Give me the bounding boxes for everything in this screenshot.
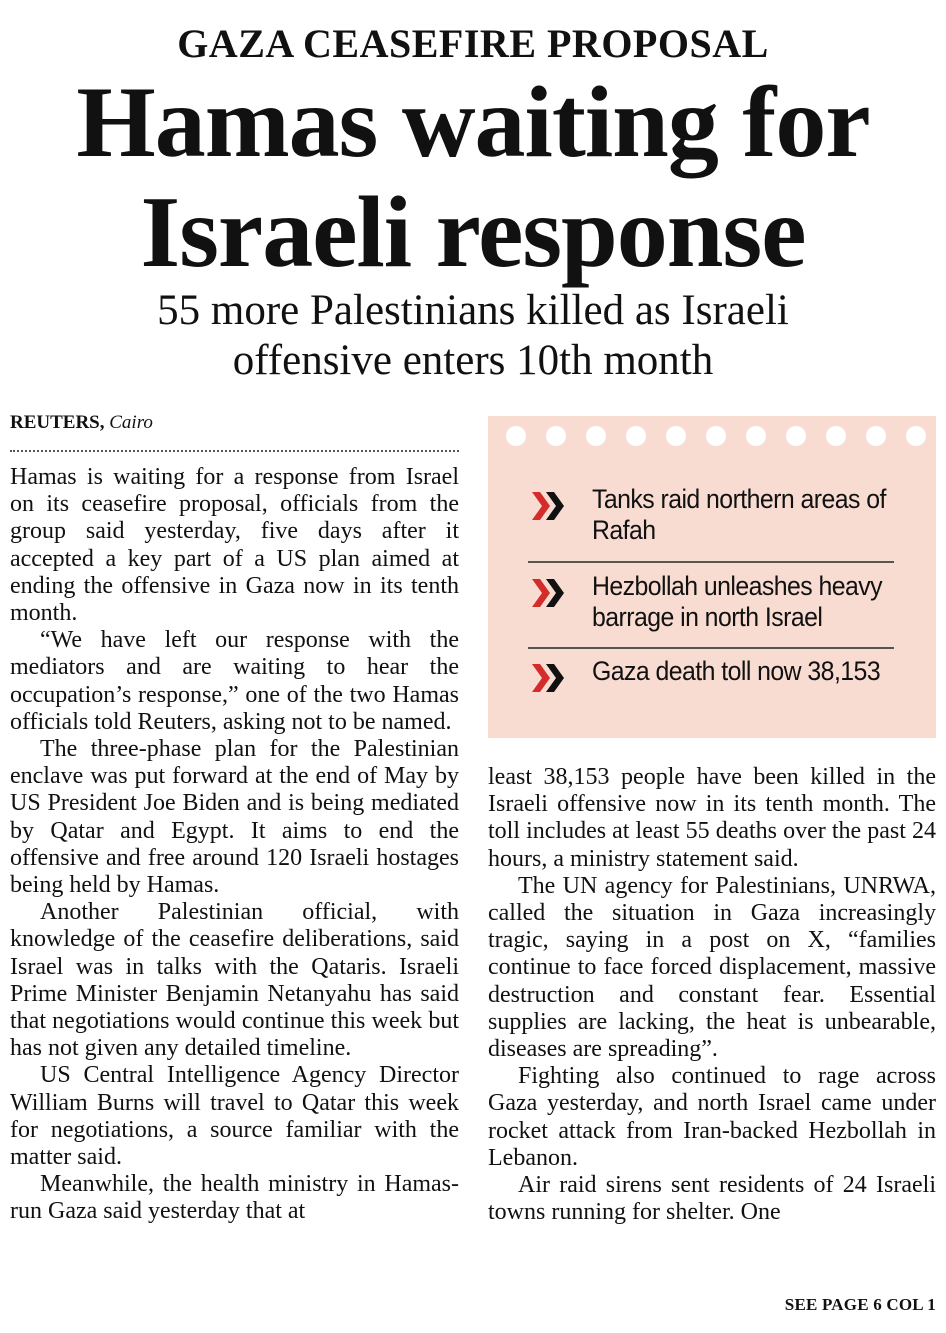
subheadline-line-2: offensive enters 10th month [232,337,714,384]
headline-line-1: Hamas waiting for [76,66,870,179]
paragraph: Fighting also continued to rage across Gaza yesterday, and north Israel came under rocket attack from Iran-backed Hezbollah in Lebanon. [488,1063,936,1171]
paragraph: Air raid sirens sent residents of 24 Israeli towns running for shelter. One [488,1172,936,1226]
double-chevron-icon [528,486,568,526]
kicker: GAZA CEASEFIRE PROPOSAL [177,21,769,66]
double-chevron-icon [528,658,568,698]
continuation-note: SEE PAGE 6 COL 1 [784,1295,936,1314]
subheadline [0,286,946,386]
headline [0,68,946,288]
paragraph: Meanwhile, the health ministry in Hamas-run Gaza said yesterday that at [10,1171,459,1225]
notepad-hole [706,426,726,446]
subheadline-line-1: 55 more Palestinians killed as Israeli [157,287,789,334]
dotted-divider [10,450,459,452]
notepad-hole [626,426,646,446]
paragraph: least 38,153 people have been killed in the Israeli offensive now in its tenth month. The toll includes at least 55 deaths over the past 24 hours, a ministry statement said. [488,764,936,872]
byline [10,412,153,434]
paragraph: US Central Intelligence Agency Director William Burns will travel to Qatar this week for negotiations, a source familiar with the matter said. [10,1062,459,1171]
double-chevron-icon [528,573,568,613]
notepad-hole [906,426,926,446]
byline-agency: REUTERS, [10,412,105,433]
notepad-hole [586,426,606,446]
article-column-1 [10,464,459,1226]
headline-line-2: Israeli response [140,176,806,289]
highlights-box [488,416,936,738]
notepad-hole [546,426,566,446]
paragraph: The UN agency for Palestinians, UNRWA, called the situation in Gaza increasingly tragic, saying in a post on X, “families continue to face forced displacement, massive destruction and constant fear. Essential supplies are lacking, the heat is unbearable, diseases are spreading”. [488,872,936,1063]
highlight-text: Gaza death toll now 38,153 [592,656,881,686]
paragraph: Hamas is waiting for a response from Israel on its ceasefire proposal, officials from the group said yesterday, five days after it accepted a key part of a US plan aimed at ending the offensive in Gaza now in its tenth month. [10,464,459,627]
article-column-2 [488,764,936,1226]
notepad-hole [826,426,846,446]
highlight-text: Tanks raid northern areas of Rafah [592,484,886,545]
paragraph: “We have left our response with the mediators and are waiting to hear the occupation’s response,” one of the two Hamas officials told Reuters, asking not to be named. [10,627,459,735]
byline-place: Cairo [109,412,153,433]
notepad-hole [666,426,686,446]
notepad-hole [746,426,766,446]
highlight-divider [528,647,894,649]
highlight-divider [528,561,894,563]
paragraph: Another Palestinian official, with knowledge of the ceasefire deliberations, said Israel was in talks with the Qataris. Israeli Prime Minister Benjamin Netanyahu has said that negotiations would continue this week but has not given any detailed timeline. [10,899,459,1062]
highlight-text: Hezbollah unleashes heavy barrage in north Israel [592,571,883,632]
notepad-hole [786,426,806,446]
paragraph: The three-phase plan for the Palestinian enclave was put forward at the end of May by US President Joe Biden and is being mediated by Qatar and Egypt. It aims to end the offensive and free around 120 Israeli hostages being held by Hamas. [10,736,459,899]
notepad-hole [506,426,526,446]
notepad-hole [866,426,886,446]
